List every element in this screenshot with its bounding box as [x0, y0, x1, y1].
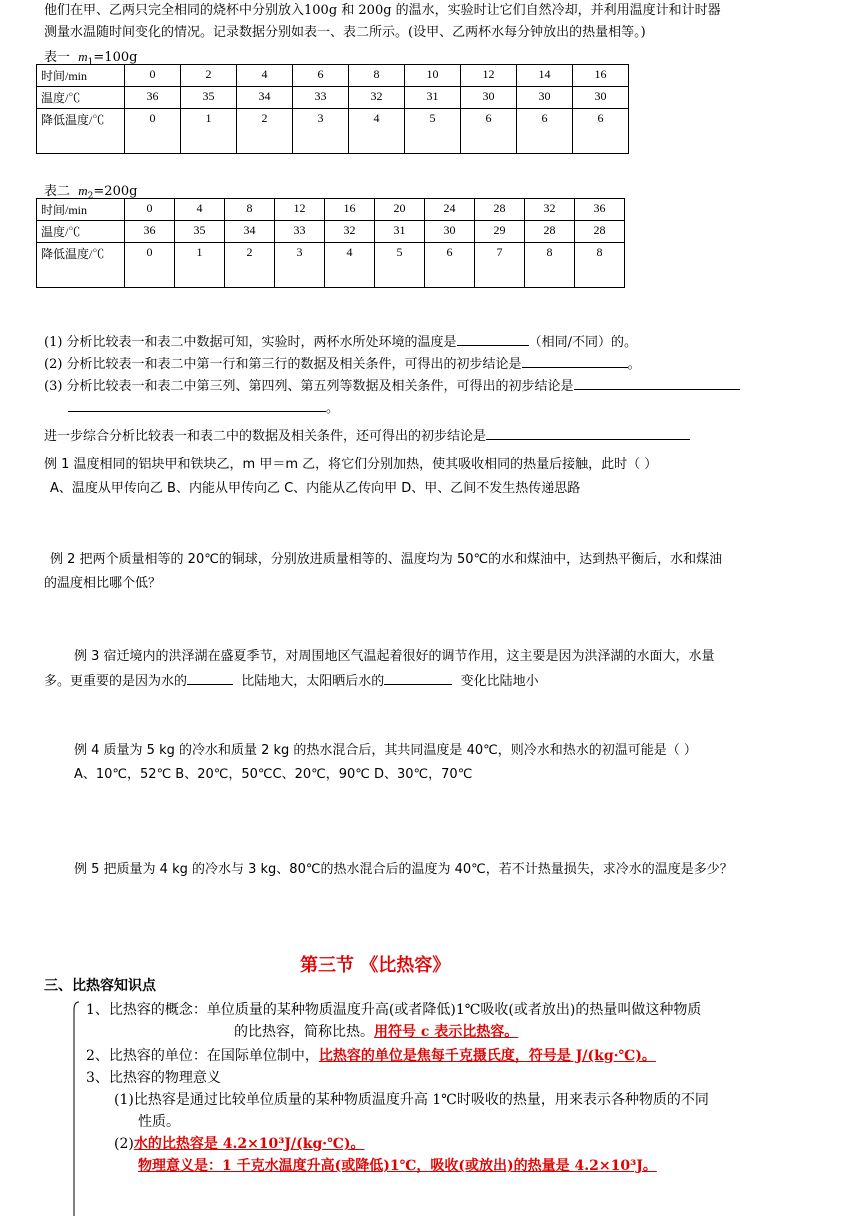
table-cell: 1: [175, 243, 225, 288]
example-2-line-1: 例 2 把两个质量相等的 20℃的铜球，分别放进质量相等的、温度均为 50℃的水和煤油中，达到热平衡后，水和煤油: [50, 552, 723, 567]
row-label: 时间/min: [37, 65, 125, 87]
example-3-text-b: 比陆地大，太阳晒后水的: [241, 674, 385, 689]
table-cell: 5: [375, 243, 425, 288]
table-cell: 6: [573, 109, 629, 154]
brace-icon: [72, 1000, 80, 1216]
table-cell: 2: [237, 109, 293, 154]
table-2: [36, 198, 625, 288]
example-4-question: 例 4 质量为 5 kg 的冷水和质量 2 kg 的热水混合后，其共同温度是 40℃，则冷水和热水的初温可能是（ ）: [74, 743, 697, 758]
example-4-options: A、10℃，52℃ B、20℃，50℃C、20℃，90℃ D、30℃，70℃: [74, 767, 473, 782]
table-cell: 8: [225, 199, 275, 221]
table-cell: 10: [405, 65, 461, 87]
table-row: [37, 221, 625, 243]
table-cell: 0: [125, 65, 181, 87]
point-3-2-highlight: 水的比热容是 4.2×10³J/(kg·℃)。: [133, 1136, 365, 1152]
example-1-question: 例 1 温度相同的铝块甲和铁块乙，m 甲＝m 乙，将它们分别加热，使其吸收相同的热量后接触，此时（ ）: [44, 457, 658, 472]
point-2: [86, 1046, 656, 1066]
table-cell: 28: [475, 199, 525, 221]
answer-blank[interactable]: [574, 376, 740, 390]
table-cell: 4: [349, 109, 405, 154]
table-cell: 31: [405, 87, 461, 109]
example-2-line-2: 的温度相比哪个低？: [44, 576, 162, 591]
answer-blank[interactable]: [187, 671, 233, 685]
table-cell: 6: [461, 109, 517, 154]
table1-caption-sub: 1: [87, 57, 94, 68]
row-label: 温度/℃: [37, 87, 125, 109]
example-3-text-c: 变化比陆地小: [460, 674, 539, 689]
table-cell: 4: [175, 199, 225, 221]
question-2-tail: 。: [627, 357, 641, 372]
point-2-highlight: 比热容的单位是焦每千克摄氏度，符号是 J/(kg·℃)。: [318, 1048, 656, 1064]
table-cell: 16: [325, 199, 375, 221]
question-4: [44, 426, 690, 446]
point-2-text: 2、比热容的单位：在国际单位制中，: [86, 1048, 319, 1064]
table-cell: 28: [525, 221, 575, 243]
section-heading: 三、比热容知识点: [44, 978, 156, 994]
table-row: [37, 65, 629, 87]
question-4-text: 进一步综合分析比较表一和表二中的数据及相关条件，还可得出的初步结论是: [44, 429, 487, 444]
table-1: [36, 64, 629, 154]
question-1-tail: （相同/不同）的。: [528, 335, 637, 350]
example-1-options: A、温度从甲传向乙 B、内能从甲传向乙 C、内能从乙传向甲 D、甲、乙间不发生热传递思路: [50, 481, 581, 496]
table-cell: 35: [175, 221, 225, 243]
question-3: [44, 376, 740, 396]
table-cell: 36: [125, 221, 175, 243]
example-3-text-a: 多。更重要的是因为水的: [44, 674, 188, 689]
table-cell: 28: [575, 221, 625, 243]
point-3: 3、比热容的物理意义: [86, 1070, 221, 1086]
table2-caption-value: =200g: [93, 184, 138, 199]
table-cell: 4: [237, 65, 293, 87]
table-cell: 14: [517, 65, 573, 87]
row-label: 时间/min: [37, 199, 125, 221]
table-cell: 30: [461, 87, 517, 109]
example-3-line-2: [44, 671, 539, 691]
table-cell: 5: [405, 109, 461, 154]
question-2-text: (2) 分析比较表一和表二中第一行和第三行的数据及相关条件，可得出的初步结论是: [44, 357, 522, 372]
table-cell: 0: [125, 243, 175, 288]
table-cell: 6: [293, 65, 349, 87]
table2-body: [37, 199, 625, 288]
point-3-3: [138, 1156, 657, 1176]
table-cell: 35: [181, 87, 237, 109]
table-cell: 34: [225, 221, 275, 243]
table-cell: 8: [525, 243, 575, 288]
row-label: 降低温度/℃: [37, 109, 125, 154]
table2-caption-mass: m: [78, 183, 88, 198]
example-3-line-1: 例 3 宿迁境内的洪泽湖在盛夏季节，对周围地区气温起着很好的调节作用，这主要是因为洪泽湖的水面大，水量: [74, 649, 715, 664]
table-cell: 33: [275, 221, 325, 243]
question-3-text: (3) 分析比较表一和表二中第三列、第四列、第五列等数据及相关条件，可得出的初步结论是: [44, 379, 574, 394]
table-cell: 8: [349, 65, 405, 87]
point-1-line-1: 1、比热容的概念：单位质量的某种物质温度升高(或者降低)1℃吸收(或者放出)的热量叫做这种物质: [86, 1002, 702, 1018]
section-title: 第三节 《比热容》: [300, 955, 451, 976]
point-3-1-line-2: 性质。: [138, 1114, 180, 1130]
table-cell: 8: [575, 243, 625, 288]
table-cell: 3: [293, 109, 349, 154]
table-cell: 32: [349, 87, 405, 109]
point-1-highlight: 用符号 c 表示比热容。: [374, 1024, 519, 1040]
table1-caption-mass: m: [78, 49, 88, 64]
table-cell: 31: [375, 221, 425, 243]
question-1: [44, 332, 637, 352]
table-cell: 12: [461, 65, 517, 87]
table-row: [37, 109, 629, 154]
table-cell: 0: [125, 109, 181, 154]
table-cell: 0: [125, 199, 175, 221]
intro-line-2: 测量水温随时间变化的情况。记录数据分别如表一、表二所示。(设甲、乙两杯水每分钟放出的热量相等。): [44, 25, 646, 40]
question-2: [44, 354, 641, 374]
table-cell: 2: [181, 65, 237, 87]
point-3-1-line-1: (1)比热容是通过比较单位质量的某种物质温度升高 1℃时吸收的热量，用来表示各种物质的不同: [114, 1092, 709, 1108]
table-cell: 32: [525, 199, 575, 221]
answer-blank[interactable]: [384, 671, 452, 685]
table1-body: [37, 65, 629, 154]
point-3-2-prefix: (2): [114, 1136, 134, 1152]
point-1-text: 的比热容，简称比热。: [234, 1024, 374, 1040]
table-cell: 2: [225, 243, 275, 288]
answer-blank[interactable]: [486, 426, 690, 440]
table-cell: 29: [475, 221, 525, 243]
example-5-question: 例 5 把质量为 4 kg 的冷水与 3 kg、80℃的热水混合后的温度为 40℃，若不计热量损失，求冷水的温度是多少？: [74, 862, 733, 877]
question-1-text: (1) 分析比较表一和表二中数据可知，实验时，两杯水所处环境的温度是: [44, 335, 457, 350]
table-cell: 6: [425, 243, 475, 288]
point-1-line-2: [234, 1022, 518, 1042]
table-row: [37, 199, 625, 221]
table-cell: 36: [125, 87, 181, 109]
table-cell: 4: [325, 243, 375, 288]
table-cell: 34: [237, 87, 293, 109]
answer-blank[interactable]: [522, 354, 628, 368]
table2-caption-prefix: 表二: [44, 184, 71, 199]
table-cell: 30: [517, 87, 573, 109]
table-cell: 20: [375, 199, 425, 221]
table1-caption-value: =100g: [93, 50, 138, 65]
table-cell: 12: [275, 199, 325, 221]
table1-caption-prefix: 表一: [44, 50, 71, 65]
table-cell: 30: [425, 221, 475, 243]
question-3-end: 。: [326, 401, 340, 416]
table-cell: 7: [475, 243, 525, 288]
table-cell: 32: [325, 221, 375, 243]
point-3-3-highlight: 物理意义是：1 千克水温度升高(或降低)1℃，吸收(或放出)的热量是 4.2×10³J。: [138, 1158, 657, 1174]
answer-blank[interactable]: [68, 398, 326, 412]
table-cell: 6: [517, 109, 573, 154]
intro-line-1: 他们在甲、乙两只完全相同的烧杯中分别放入100g 和 200g 的温水，实验时让它们自然冷却，并利用温度计和计时器: [44, 3, 721, 18]
table-row: [37, 243, 625, 288]
table-row: [37, 87, 629, 109]
question-3-continued: [68, 398, 339, 418]
table-cell: 33: [293, 87, 349, 109]
table-cell: 3: [275, 243, 325, 288]
answer-blank[interactable]: [457, 332, 529, 346]
table2-caption-sub: 2: [87, 191, 94, 202]
table-cell: 16: [573, 65, 629, 87]
table-cell: 30: [573, 87, 629, 109]
row-label: 温度/℃: [37, 221, 125, 243]
table-cell: 1: [181, 109, 237, 154]
table-cell: 24: [425, 199, 475, 221]
row-label: 降低温度/℃: [37, 243, 125, 288]
point-3-2: [114, 1134, 365, 1154]
table-cell: 36: [575, 199, 625, 221]
